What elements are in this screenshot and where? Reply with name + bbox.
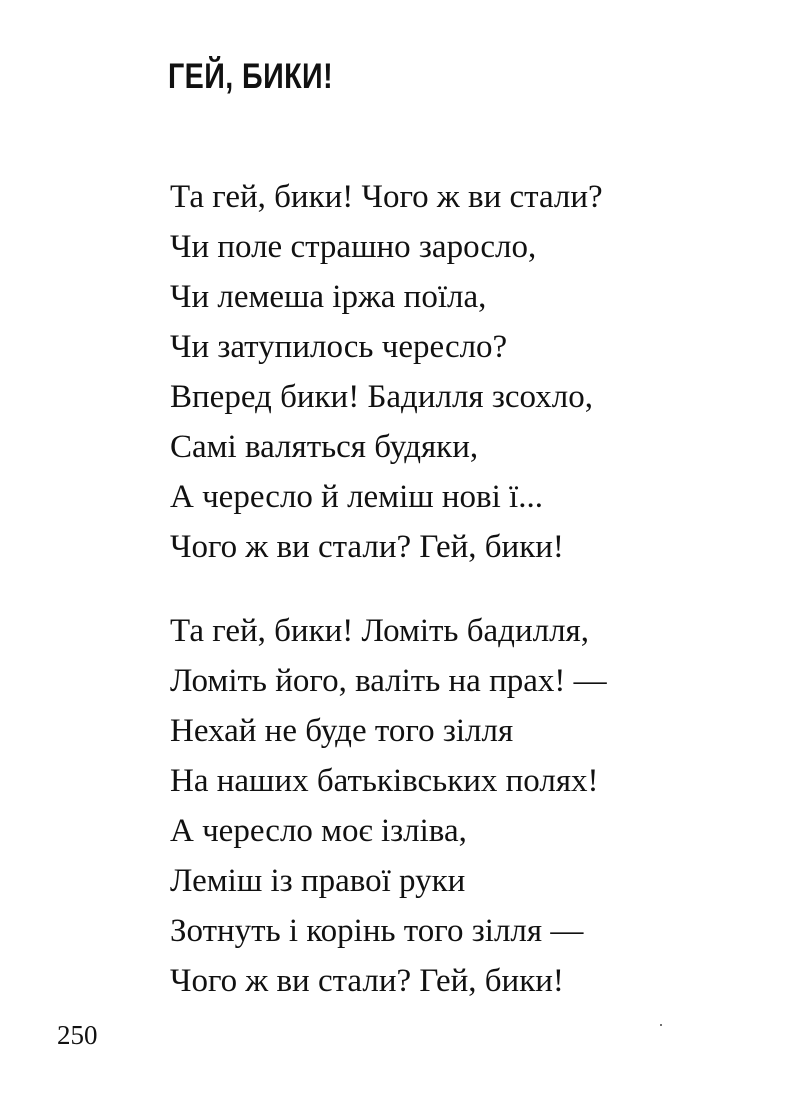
print-speck	[660, 1024, 662, 1026]
poem-line: Ломіть його, валіть на прах! —	[170, 663, 607, 699]
poem-line: Чого ж ви стали? Гей, бики!	[170, 963, 564, 999]
poem-title: ГЕЙ, БИКИ!	[168, 57, 334, 96]
poem-line: Та гей, бики! Чого ж ви стали?	[170, 179, 603, 215]
poem-line: Леміш із правої руки	[170, 863, 466, 899]
poem-line: Чого ж ви стали? Гей, бики!	[170, 529, 564, 565]
stanza-1	[170, 172, 603, 572]
poem-line: На наших батьківських полях!	[170, 763, 599, 799]
poem-line: А чересло моє ізліва,	[170, 813, 467, 849]
poem-line: А чересло й леміш нові ї...	[170, 479, 543, 515]
poem-line: Та гей, бики! Ломіть бадилля,	[170, 613, 589, 649]
poem-line: Чи затупилось чересло?	[170, 329, 508, 365]
page-number: 250	[57, 1020, 98, 1050]
poem-line: Самі валяться будяки,	[170, 429, 479, 465]
poem-line: Чи поле страшно заросло,	[170, 229, 537, 265]
poem-line: Вперед бики! Бадилля зсохло,	[170, 379, 593, 415]
poem-line: Зотнуть і корінь того зілля —	[170, 913, 584, 949]
poem-line: Нехай не буде того зілля	[170, 713, 514, 749]
poem-line: Чи лемеша іржа поїла,	[170, 279, 487, 315]
stanza-2	[170, 606, 607, 1006]
